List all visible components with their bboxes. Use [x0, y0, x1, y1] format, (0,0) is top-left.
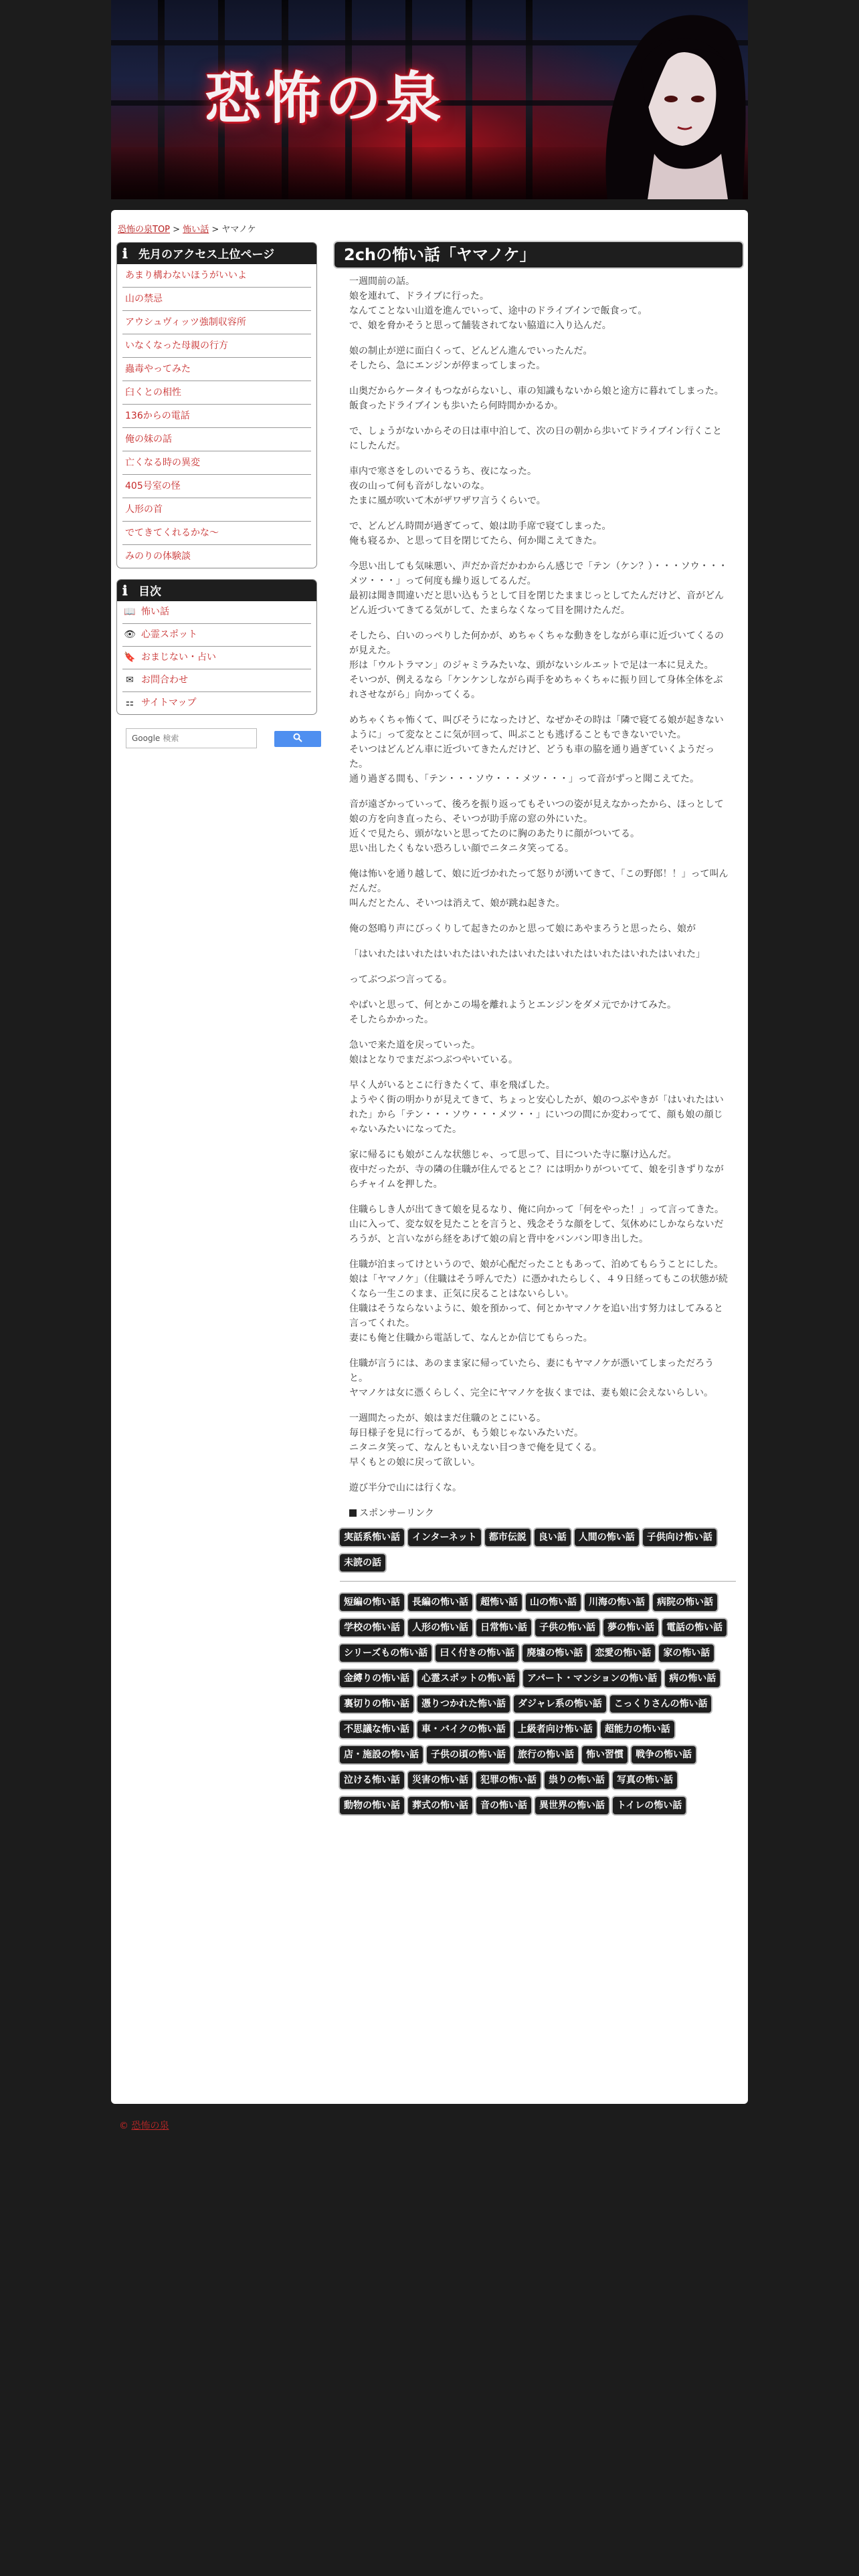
story-paragraph: 住職が言うには、あのまま家に帰っていたら、妻にもヤマノケが憑いてしまっただろうと。 ヤマノケは女に憑くらしく、完全にヤマノケを抜くまでは、妻も娘に会えないらしい。 [349, 1358, 714, 1398]
tag-button[interactable]: 電話の怖い話 [662, 1619, 727, 1636]
tag-button[interactable]: 短編の怖い話 [340, 1594, 404, 1611]
info-icon: ℹ [122, 582, 128, 599]
breadcrumb-category-link[interactable]: 怖い話 [183, 225, 209, 235]
ranking-item[interactable]: 蟲毒やってみた [122, 358, 311, 381]
tag-button[interactable]: 葬式の怖い話 [408, 1797, 472, 1814]
story-paragraph: 車内で寒さをしのいでるうち、夜になった。 夜の山って何も音がしないのな。 たまに風が吹いて木がザワザワ言うくらいで。 [349, 466, 546, 506]
mail-icon: ✉ [126, 675, 134, 685]
toc-item[interactable]: ⚏ サイトマップ [122, 692, 311, 714]
tag-button[interactable]: 学校の怖い話 [340, 1619, 404, 1636]
tag-button[interactable]: 良い話 [535, 1529, 571, 1546]
tag-button[interactable]: ダジャレ系の怖い話 [514, 1695, 606, 1713]
breadcrumb-current: ヤマノケ [221, 225, 256, 235]
divider [340, 1581, 736, 1582]
ranking-item[interactable]: 人形の首 [122, 498, 311, 522]
tag-button[interactable]: 不思議な怖い話 [340, 1721, 413, 1738]
square-bullet-icon [349, 1509, 357, 1517]
tag-list-categories [340, 1594, 743, 1822]
tag-button[interactable]: 上級者向け怖い話 [514, 1721, 597, 1738]
tag-button[interactable]: 音の怖い話 [476, 1797, 531, 1814]
footer-copyright: © 恐怖の泉 [119, 2121, 169, 2131]
story-paragraph: 俺は怖いを通り越して、娘に近づかれたって怒りが湧いてきて、「この野郎！！」って叫んだんだ。 叫んだとたん、そいつは消えて、娘が跳ね起きた。 [349, 869, 729, 909]
tag-button[interactable]: 戦争の怖い話 [632, 1746, 696, 1763]
site-search [126, 728, 305, 748]
breadcrumb-home-link[interactable]: 恐怖の泉TOP [118, 225, 171, 235]
tag-button[interactable]: 長編の怖い話 [408, 1594, 472, 1611]
search-button[interactable] [274, 731, 321, 747]
ranking-item[interactable]: あまり構わないほうがいいよ [122, 264, 311, 288]
story-paragraph: そしたら、白いのっぺりした何かが、めちゃくちゃな動きをしながら車に近づいてくるのが見えた。 形は「ウルトラマン」のジャミラみたいな、頭がないシルエットで足は一本に見えた。 そいつが、例えるなら「ケンケンしながら両手をめちゃくちゃに振り回して身体全体をぶれさせながら」向かってくる。 [349, 631, 724, 700]
tag-button[interactable]: 夢の怖い話 [603, 1619, 658, 1636]
ranking-item[interactable]: 俺の妹の話 [122, 428, 311, 451]
tag-button[interactable]: 超能力の怖い話 [601, 1721, 674, 1738]
tag-list-primary [340, 1529, 743, 1580]
ranking-item[interactable]: 臼くとの相性 [122, 381, 311, 405]
ranking-item[interactable]: アウシュヴィッツ強制収容所 [122, 311, 311, 334]
article-body [349, 274, 729, 1495]
ranking-item[interactable]: いなくなった母親の行方 [122, 334, 311, 358]
ranking-item[interactable]: 山の禁忌 [122, 288, 311, 311]
tag-button[interactable]: 心霊スポットの怖い話 [417, 1670, 519, 1687]
toc-box [116, 579, 317, 715]
toc-item[interactable]: 📖 怖い話 [122, 601, 311, 624]
story-paragraph: 住職が泊まってけというので、娘が心配だったこともあって、泊めてもらうことにした。 娘は「ヤマノケ」（住職はそう呼んでた）に憑かれたらしく、４９日経ってもこの状態が続くなら一生このまま、正気に戻ることはないらしい。 住職はそうならないように、娘を預かって、何とかヤマノケを追い出す努力はしてみると言ってくれた。 妻にも俺と住職から電話して、なんとか信じてもらった。 [349, 1259, 728, 1344]
tag-button[interactable]: 超怖い話 [476, 1594, 522, 1611]
story-paragraph: 急いで来た道を戻っていった。 娘はとなりでまだぶつぶつやいている。 [349, 1040, 518, 1065]
ghost-girl-illustration [567, 0, 748, 199]
site-logo: 恐怖の泉 [205, 65, 446, 131]
tag-button[interactable]: インターネット [408, 1529, 481, 1546]
tag-button[interactable]: 金縛りの怖い話 [340, 1670, 413, 1687]
story-paragraph: 今思い出しても気味悪い、声だか音だかわからん感じで「テン（ケン？）・・・ソウ・・・メツ・・・」って何度も繰り返してるんだ。 最初は聞き間違いだと思い込もうとして目を閉じたままじっとしてたんだけど、音がどんどん近づいてきてる気がして、たまらなくなって目を開けたんだ。 [349, 561, 728, 616]
story-paragraph: で、しょうがないからその日は車中泊して、次の日の朝から歩いてドライブイン行くことにしたんだ。 [349, 426, 723, 451]
story-paragraph: 一週間前の話。 娘を連れて、ドライブに行った。 なんてことない山道を進んでいって、途中のドライブインで飯食って。 で、娘を脅かそうと思って舗装されてない脇道に入り込んだ。 [349, 276, 648, 331]
tag-button[interactable]: 病の怖い話 [665, 1670, 720, 1687]
page-container [111, 210, 748, 2104]
story-paragraph: 山奥だからケータイもつながらないし、車の知識もないから娘と途方に暮れてしまった。 飯食ったドライブインも歩いたら何時間かかるか。 [349, 386, 724, 411]
tag-button[interactable]: 家の怖い話 [659, 1644, 714, 1662]
charm-icon: 🔖 [124, 652, 136, 663]
story-paragraph: 音が遠ざかっていって、後ろを振り返ってもそいつの姿が見えなかったから、ほっとして娘の方を向き直ったら、そいつが助手席の窓の外にいた。 近くで見たら、頭がないと思ってたのに胸のあたりに顔がついてる。 思い出したくもない恐ろしい顔でニタニタ笑ってる。 [349, 799, 724, 854]
tag-button[interactable]: 災害の怖い話 [408, 1772, 472, 1789]
info-icon: ℹ [122, 245, 128, 261]
toc-item[interactable]: 🔖 おまじない・占い [122, 647, 311, 669]
toc-item[interactable]: ✉ お問合わせ [122, 669, 311, 692]
tag-button[interactable]: こっくりさんの怖い話 [610, 1695, 712, 1713]
tag-button[interactable]: 人間の怖い話 [575, 1529, 639, 1546]
story-paragraph: めちゃくちゃ怖くて、叫びそうになったけど、なぜかその時は「隣で寝てる娘が起きないように」って変なとこに気が回って、叫ぶことも逃げることもできないでいた。 そいつはどんどん車に近づいてきたんだけど、どうも車の脇を通り過ぎていくようだった。 通り過ぎる間も、「テン・・・ソウ・・・メツ・・・」って音がずっと聞こえてた。 [349, 715, 724, 784]
story-paragraph: 住職らしき人が出てきて娘を見るなり、俺に向かって「何をやった！」って言ってきた。 山に入って、変な奴を見たことを言うと、残念そうな顔をして、気休めにしかならないだろうが、と言いながら経をあげて娘の肩と背中をバンバン叩き出した。 [349, 1204, 724, 1245]
main-content [335, 242, 743, 1822]
story-paragraph: 俺の怒鳴り声にびっくりして起きたのかと思って娘にあやまろうと思ったら、娘が [349, 924, 696, 934]
breadcrumb: 恐怖の泉TOP > 怖い話 > ヤマノケ [118, 225, 256, 235]
tag-button[interactable]: 旅行の怖い話 [514, 1746, 578, 1763]
ranking-list [117, 264, 316, 568]
tag-button[interactable]: 病院の怖い話 [653, 1594, 717, 1611]
ranking-item[interactable]: みのりの体験談 [125, 551, 191, 562]
story-paragraph: 早く人がいるとこに行きたくて、車を飛ばした。 ようやく街の明かりが見えてきて、ちょっと安心したが、娘のつぶやきが「はいれたはいれた」から「テン・・・ソウ・・・メツ・・」にいつの間にか変わってて、顔も娘の顔じゃないみたいになってた。 [349, 1080, 724, 1135]
tag-button[interactable]: アパート・マンションの怖い話 [523, 1670, 661, 1687]
story-paragraph: 遊び半分で山には行くな。 [349, 1483, 462, 1493]
eye-icon: 👁 [124, 629, 136, 640]
story-paragraph: 娘の制止が逆に面白くって、どんどん進んでいったんだ。 そしたら、急にエンジンが停まってしまった。 [349, 346, 593, 371]
ranking-item[interactable]: 亡くなる時の異変 [122, 451, 311, 475]
tag-button[interactable]: 子供向け怖い話 [643, 1529, 717, 1546]
tag-button[interactable]: 日常怖い話 [476, 1619, 531, 1636]
story-paragraph: 「はいれたはいれたはいれたはいれたはいれたはいれたはいれたはいれたはいれた」 [349, 949, 705, 960]
sitemap-icon: ⚏ [125, 697, 134, 708]
tag-button[interactable]: トイレの怖い話 [613, 1797, 686, 1814]
toc-list [117, 601, 316, 714]
tag-button[interactable]: 憑りつかれた怖い話 [417, 1695, 510, 1713]
book-icon: 📖 [124, 607, 136, 617]
tag-button[interactable]: 都市伝説 [485, 1529, 531, 1546]
tag-button[interactable]: 川海の怖い話 [585, 1594, 649, 1611]
tag-button[interactable]: 子供の頃の怖い話 [427, 1746, 510, 1763]
sidebar [116, 242, 317, 748]
story-paragraph: ってぶつぶつ言ってる。 [349, 974, 452, 985]
tag-button[interactable]: 未読の話 [340, 1554, 385, 1572]
tag-button[interactable]: 山の怖い話 [526, 1594, 581, 1611]
search-input[interactable]: Google 検索 [126, 728, 257, 748]
tag-button[interactable]: 実話系怖い話 [340, 1529, 404, 1546]
story-paragraph: で、どんどん時間が過ぎてって、娘は助手席で寝てしまった。 俺も寝るか、と思って目を閉じてたら、何か聞こえてきた。 [349, 521, 611, 546]
tag-button[interactable]: 写真の怖い話 [613, 1772, 677, 1789]
tag-button[interactable]: 祟りの怖い話 [545, 1772, 609, 1789]
tag-button[interactable]: 恋愛の怖い話 [591, 1644, 655, 1662]
sponsor-label: スポンサーリンク [349, 1506, 743, 1519]
tag-button[interactable]: 犯罪の怖い話 [476, 1772, 541, 1789]
site-banner[interactable] [111, 0, 748, 199]
tag-button[interactable]: 動物の怖い話 [340, 1797, 404, 1814]
tag-button[interactable]: シリーズもの怖い話 [340, 1644, 432, 1662]
tag-button[interactable]: 怖い習慣 [582, 1746, 628, 1763]
story-paragraph: 家に帰るにも娘がこんな状態じゃ、って思って、目についた寺に駆け込んだ。 夜中だったが、寺の隣の住職が住んでるとこ？には明かりがついてて、娘を引きずりながらチャイムを押した。 [349, 1150, 724, 1190]
ranking-box [116, 242, 317, 568]
story-paragraph: やばいと思って、何とかこの場を離れようとエンジンをダメ元でかけてみた。 そしたらかかった。 [349, 1000, 677, 1025]
story-paragraph: 一週間たったが、娘はまだ住職のとこにいる。 毎日様子を見に行ってるが、もう娘じゃないみたいだ。 ニタニタ笑って、なんともいえない目つきで俺を見てくる。 早くもとの娘に戻って欲しい。 [349, 1413, 602, 1468]
ranking-item[interactable]: 136からの電話 [122, 405, 311, 428]
toc-heading: ℹ 目次 [117, 580, 316, 601]
ranking-item[interactable]: 405号室の怪 [122, 475, 311, 498]
toc-item[interactable]: 👁 心霊スポット [122, 624, 311, 647]
tag-button[interactable]: 車・バイクの怖い話 [417, 1721, 510, 1738]
ranking-item[interactable]: でてきてくれるかな〜 [122, 522, 311, 545]
tag-button[interactable]: 店・施設の怖い話 [340, 1746, 423, 1763]
tag-button[interactable]: 泣ける怖い話 [340, 1772, 404, 1789]
ranking-heading: ℹ 先月のアクセス上位ページ [117, 243, 316, 264]
tag-button[interactable]: 裏切りの怖い話 [340, 1695, 413, 1713]
tag-button[interactable]: 曰く付きの怖い話 [436, 1644, 518, 1662]
footer-site-link[interactable]: 恐怖の泉 [131, 2121, 169, 2131]
tag-button[interactable]: 子供の怖い話 [535, 1619, 599, 1636]
tag-button[interactable]: 人形の怖い話 [408, 1619, 472, 1636]
tag-button[interactable]: 異世界の怖い話 [535, 1797, 609, 1814]
article-title: 2chの怖い話「ヤマノケ」 [335, 242, 743, 267]
search-icon [293, 733, 302, 742]
tag-button[interactable]: 廃墟の怖い話 [522, 1644, 587, 1662]
header [111, 0, 748, 199]
